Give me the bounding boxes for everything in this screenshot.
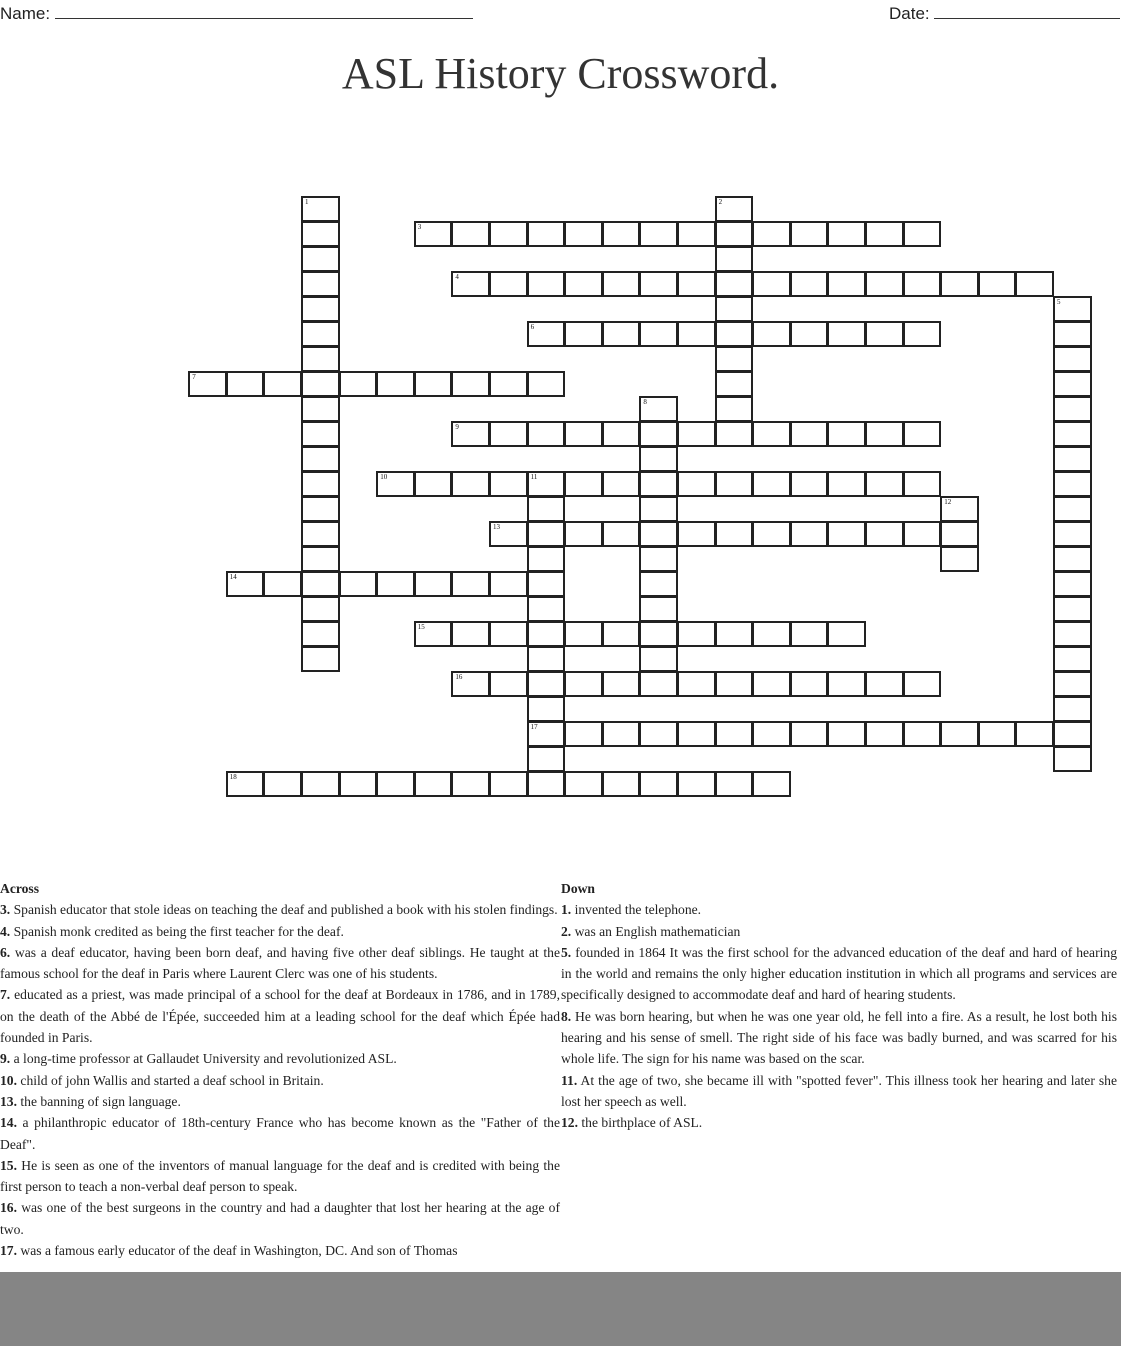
crossword-cell[interactable] — [865, 321, 904, 347]
crossword-cell[interactable] — [715, 271, 754, 297]
crossword-cell[interactable] — [903, 671, 942, 697]
crossword-cell[interactable] — [865, 471, 904, 497]
crossword-cell[interactable] — [564, 671, 603, 697]
crossword-cell[interactable] — [602, 521, 641, 547]
crossword-cell[interactable] — [564, 721, 603, 747]
name-label: Name: — [0, 4, 51, 23]
clue-text: Spanish educator that stole ideas on teaching the deaf and published a book with his stolen findings. — [13, 902, 558, 918]
down-clue-list — [561, 899, 1117, 1133]
crossword-cell[interactable] — [489, 221, 528, 247]
crossword-cell[interactable] — [301, 396, 340, 422]
clue-number: 6. — [0, 944, 11, 960]
crossword-cell[interactable] — [752, 621, 791, 647]
crossword-cell[interactable] — [414, 771, 453, 797]
crossword-cell[interactable] — [414, 571, 453, 597]
down-clue — [561, 1070, 1117, 1113]
clue-number: 1. — [561, 902, 572, 918]
crossword-cell[interactable] — [940, 271, 979, 297]
down-clue — [561, 942, 1117, 1006]
crossword-cell[interactable] — [602, 671, 641, 697]
crossword-cell[interactable] — [489, 571, 528, 597]
crossword-cell[interactable] — [414, 471, 453, 497]
crossword-cell[interactable] — [414, 221, 453, 247]
down-clues — [561, 878, 1117, 1134]
crossword-cell[interactable] — [790, 321, 829, 347]
clue-text: invented the telephone. — [574, 902, 702, 918]
crossword-cell[interactable] — [903, 521, 942, 547]
crossword-cell[interactable] — [527, 671, 566, 697]
crossword-cell[interactable] — [790, 221, 829, 247]
crossword-cell[interactable] — [564, 621, 603, 647]
crossword-cell[interactable] — [827, 671, 866, 697]
crossword-cell[interactable] — [527, 721, 566, 747]
date-blank-line[interactable] — [934, 2, 1120, 19]
clue-number: 8 — [643, 398, 647, 406]
crossword-cell[interactable] — [451, 571, 490, 597]
clue-number: 17 — [530, 723, 538, 731]
across-clues — [0, 878, 560, 1261]
crossword-cell[interactable] — [602, 321, 641, 347]
crossword-cell[interactable] — [639, 596, 678, 622]
crossword-cell[interactable] — [527, 371, 566, 397]
clue-text: a philanthropic educator of 18th-century France who has become known as the "Father of the Deaf". — [0, 1115, 560, 1152]
crossword-cell[interactable] — [1053, 546, 1092, 572]
crossword-cell[interactable] — [752, 471, 791, 497]
clue-number: 3. — [0, 902, 11, 918]
crossword-cell[interactable] — [376, 371, 415, 397]
crossword-cell[interactable] — [639, 571, 678, 597]
clue-number: 14. — [0, 1115, 17, 1131]
clue-number: 16. — [0, 1200, 17, 1216]
clue-number: 16 — [455, 673, 463, 681]
crossword-cell[interactable] — [376, 771, 415, 797]
crossword-cell[interactable] — [1053, 496, 1092, 522]
crossword-cell[interactable] — [1053, 621, 1092, 647]
crossword-cell[interactable] — [263, 371, 302, 397]
crossword-cell[interactable] — [301, 646, 340, 672]
crossword-cell[interactable] — [1053, 471, 1092, 497]
crossword-cell[interactable] — [564, 771, 603, 797]
clue-number: 9. — [0, 1051, 11, 1067]
crossword-cell[interactable] — [527, 571, 566, 597]
crossword-cell[interactable] — [602, 271, 641, 297]
crossword-cell[interactable] — [715, 321, 754, 347]
crossword-cell[interactable] — [339, 571, 378, 597]
crossword-cell[interactable] — [527, 421, 566, 447]
crossword-cell[interactable] — [564, 221, 603, 247]
crossword-cell[interactable] — [602, 721, 641, 747]
crossword-cell[interactable] — [451, 371, 490, 397]
clue-text: founded in 1864 It was the first school for the advanced education of the deaf and hard of hearing in the world and remains the only higher education institution in which all programs and services are specifically designed to accommodate deaf and hard of hearing students. — [561, 944, 1117, 1003]
crossword-cell[interactable] — [1053, 396, 1092, 422]
date-field — [889, 2, 1120, 24]
crossword-cell[interactable] — [1053, 596, 1092, 622]
crossword-cell[interactable] — [451, 621, 490, 647]
crossword-cell[interactable] — [527, 321, 566, 347]
crossword-cell[interactable] — [451, 471, 490, 497]
crossword-cell[interactable] — [790, 421, 829, 447]
crossword-cell[interactable] — [527, 496, 566, 522]
crossword-cell[interactable] — [451, 271, 490, 297]
crossword-cell[interactable] — [827, 321, 866, 347]
crossword-cell[interactable] — [639, 496, 678, 522]
crossword-cell[interactable] — [527, 271, 566, 297]
clue-text: At the age of two, she became ill with "spotted fever". This illness took her hearing and later she lost her speech as well. — [561, 1072, 1118, 1109]
crossword-cell[interactable] — [301, 296, 340, 322]
crossword-cell[interactable] — [715, 721, 754, 747]
crossword-cell[interactable] — [903, 471, 942, 497]
crossword-cell[interactable] — [489, 371, 528, 397]
clue-number: 11 — [530, 473, 538, 481]
crossword-cell[interactable] — [564, 321, 603, 347]
crossword-cell[interactable] — [527, 771, 566, 797]
crossword-cell[interactable] — [1053, 421, 1092, 447]
crossword-cell[interactable] — [301, 221, 340, 247]
clue-number: 5. — [561, 944, 572, 960]
down-clue — [561, 1006, 1117, 1070]
crossword-cell[interactable] — [790, 521, 829, 547]
across-clue — [0, 942, 560, 985]
crossword-cell[interactable] — [527, 521, 566, 547]
clue-number: 4. — [0, 923, 11, 939]
crossword-cell[interactable] — [752, 421, 791, 447]
crossword-cell[interactable] — [715, 621, 754, 647]
crossword-cell[interactable] — [715, 521, 754, 547]
across-clue — [0, 899, 560, 920]
crossword-cell[interactable] — [414, 621, 453, 647]
crossword-cell[interactable] — [677, 221, 716, 247]
across-clue — [0, 984, 560, 1048]
clue-text: the banning of sign language. — [20, 1093, 181, 1109]
crossword-cell[interactable] — [301, 196, 340, 222]
crossword-cell[interactable] — [489, 621, 528, 647]
crossword-cell[interactable] — [1053, 371, 1092, 397]
crossword-cell[interactable] — [451, 421, 490, 447]
crossword-cell[interactable] — [1053, 521, 1092, 547]
crossword-cell[interactable] — [715, 671, 754, 697]
clue-number: 17. — [0, 1243, 17, 1259]
crossword-cell[interactable] — [1053, 346, 1092, 372]
crossword-cell[interactable] — [752, 721, 791, 747]
crossword-cell[interactable] — [715, 246, 754, 272]
crossword-cell[interactable] — [301, 246, 340, 272]
clue-number: 13. — [0, 1093, 17, 1109]
date-label: Date: — [889, 4, 930, 23]
crossword-cell[interactable] — [639, 446, 678, 472]
crossword-cell[interactable] — [602, 421, 641, 447]
clue-text: Spanish monk credited as being the first teacher for the deaf. — [13, 923, 344, 939]
crossword-cell[interactable] — [1053, 721, 1092, 747]
crossword-cell[interactable] — [752, 221, 791, 247]
crossword-cell[interactable] — [564, 471, 603, 497]
crossword-cell[interactable] — [489, 421, 528, 447]
crossword-cell[interactable] — [1015, 721, 1054, 747]
crossword-cell[interactable] — [489, 771, 528, 797]
crossword-cell[interactable] — [564, 521, 603, 547]
clue-text: He was born hearing, but when he was one year old, he fell into a fire. As a result, he lost both his hearing and his sense of smell. The right side of his face was badly burned, and was scarred for his whole life. The sign for his name was based on the scar. — [561, 1008, 1117, 1067]
crossword-cell[interactable] — [376, 571, 415, 597]
clue-number: 2. — [561, 923, 572, 939]
clue-number: 15. — [0, 1157, 17, 1173]
clue-number: 7. — [0, 987, 11, 1003]
crossword-cell[interactable] — [301, 321, 340, 347]
crossword-cell[interactable] — [715, 396, 754, 422]
crossword-cell[interactable] — [752, 671, 791, 697]
clue-text: was an English mathematician — [574, 923, 741, 939]
crossword-cell[interactable] — [677, 271, 716, 297]
crossword-cell[interactable] — [715, 421, 754, 447]
crossword-cell[interactable] — [790, 721, 829, 747]
crossword-cell[interactable] — [489, 471, 528, 497]
name-blank-line[interactable] — [55, 2, 473, 19]
crossword-cell[interactable] — [564, 271, 603, 297]
crossword-cell[interactable] — [865, 221, 904, 247]
page-title: ASL History Crossword. — [341, 49, 780, 98]
crossword-cell[interactable] — [451, 771, 490, 797]
clue-text: was a deaf educator, having been born deaf, and having five other deaf siblings. He taught at the famous school for the deaf in Paris where Laurent Clerc was one of his students. — [0, 944, 560, 982]
down-clue — [561, 899, 1117, 920]
crossword-cell[interactable] — [639, 621, 678, 647]
clue-number: 3 — [417, 223, 422, 231]
crossword-cell[interactable] — [827, 421, 866, 447]
crossword-cell[interactable] — [489, 521, 528, 547]
across-clue-list — [0, 899, 560, 1261]
across-clue — [0, 921, 560, 942]
crossword-cell[interactable] — [301, 471, 340, 497]
clue-number: 15 — [417, 623, 425, 631]
crossword-cell[interactable] — [301, 571, 340, 597]
down-clue — [561, 1112, 1117, 1133]
crossword-cell[interactable] — [188, 371, 227, 397]
clue-text: He is seen as one of the inventors of manual language for the deaf and is credited with being the first person to teach a non-verbal deaf person to speak. — [0, 1157, 561, 1195]
crossword-cell[interactable] — [451, 671, 490, 697]
crossword-cell[interactable] — [903, 321, 942, 347]
crossword-cell[interactable] — [752, 521, 791, 547]
clue-number: 1 — [305, 198, 309, 206]
crossword-cell[interactable] — [301, 546, 340, 572]
clue-number: 10 — [380, 473, 388, 481]
crossword-cell[interactable] — [527, 471, 566, 497]
crossword-cell[interactable] — [527, 596, 566, 622]
across-clue — [0, 1155, 560, 1198]
crossword-cell[interactable] — [715, 196, 754, 222]
crossword-cell[interactable] — [1053, 446, 1092, 472]
crossword-cell[interactable] — [903, 721, 942, 747]
across-clue — [0, 1112, 560, 1155]
crossword-cell[interactable] — [790, 471, 829, 497]
crossword-cell[interactable] — [639, 671, 678, 697]
clue-number: 10. — [0, 1072, 17, 1088]
crossword-cell[interactable] — [715, 471, 754, 497]
across-heading: Across — [0, 881, 40, 896]
crossword-cell[interactable] — [226, 571, 265, 597]
clue-number: 13 — [493, 523, 500, 531]
crossword-cell[interactable] — [564, 421, 603, 447]
crossword-cell[interactable] — [489, 271, 528, 297]
crossword-cell[interactable] — [263, 771, 302, 797]
down-clue — [561, 921, 1117, 942]
clue-text: was one of the best surgeons in the country and had a daughter that lost her hearing at the age of two. — [0, 1200, 560, 1237]
crossword-cell[interactable] — [339, 371, 378, 397]
clue-number: 14 — [229, 573, 237, 581]
crossword-cell[interactable] — [639, 321, 678, 347]
crossword-cell[interactable] — [677, 471, 716, 497]
crossword-cell[interactable] — [1053, 296, 1092, 322]
crossword-cell[interactable] — [639, 221, 678, 247]
crossword-cell[interactable] — [677, 621, 716, 647]
crossword-cell[interactable] — [715, 346, 754, 372]
crossword-cell[interactable] — [752, 771, 791, 797]
across-clue — [0, 1240, 560, 1261]
clue-number: 7 — [192, 373, 196, 381]
crossword-cell[interactable] — [865, 521, 904, 547]
name-field — [0, 2, 473, 24]
crossword-cell[interactable] — [978, 721, 1017, 747]
crossword-cell[interactable] — [527, 696, 566, 722]
crossword-cell[interactable] — [865, 421, 904, 447]
crossword-cell[interactable] — [527, 746, 566, 772]
crossword-cell[interactable] — [790, 671, 829, 697]
crossword-cell[interactable] — [301, 446, 340, 472]
crossword-cell[interactable] — [414, 371, 453, 397]
crossword-cell[interactable] — [827, 521, 866, 547]
down-heading: Down — [561, 881, 595, 896]
crossword-cell[interactable] — [865, 671, 904, 697]
crossword-cell[interactable] — [639, 271, 678, 297]
page-footer-bar — [0, 1272, 1121, 1346]
crossword-cell[interactable] — [639, 771, 678, 797]
crossword-cell[interactable] — [301, 771, 340, 797]
clue-text: was a famous early educator of the deaf in Washington, DC. And son of Thomas — [20, 1243, 458, 1259]
clue-number: 12. — [561, 1115, 578, 1131]
crossword-cell[interactable] — [940, 521, 979, 547]
crossword-cell[interactable] — [677, 321, 716, 347]
clue-number: 11. — [561, 1072, 578, 1088]
crossword-cell[interactable] — [715, 221, 754, 247]
crossword-cell[interactable] — [827, 221, 866, 247]
clue-text: child of john Wallis and started a deaf school in Britain. — [20, 1072, 324, 1088]
clue-number: 12 — [944, 498, 952, 506]
crossword-cell[interactable] — [827, 471, 866, 497]
crossword-cell[interactable] — [827, 621, 866, 647]
crossword-cell[interactable] — [639, 721, 678, 747]
crossword-cell[interactable] — [301, 421, 340, 447]
crossword-cell[interactable] — [677, 421, 716, 447]
crossword-cell[interactable] — [301, 346, 340, 372]
crossword-cell[interactable] — [639, 546, 678, 572]
crossword-cell[interactable] — [639, 471, 678, 497]
crossword-cell[interactable] — [226, 371, 265, 397]
crossword-cell[interactable] — [790, 271, 829, 297]
crossword-cell[interactable] — [715, 771, 754, 797]
crossword-cell[interactable] — [940, 546, 979, 572]
crossword-cell[interactable] — [903, 271, 942, 297]
crossword-cell[interactable] — [489, 671, 528, 697]
crossword-cell[interactable] — [527, 221, 566, 247]
crossword-cell[interactable] — [301, 621, 340, 647]
crossword-cell[interactable] — [1015, 271, 1054, 297]
crossword-cell[interactable] — [940, 496, 979, 522]
clue-number: 18 — [229, 773, 237, 781]
crossword-cell[interactable] — [1053, 696, 1092, 722]
crossword-cell[interactable] — [301, 521, 340, 547]
crossword-cell[interactable] — [1053, 646, 1092, 672]
crossword-cell[interactable] — [677, 721, 716, 747]
crossword-cell[interactable] — [451, 221, 490, 247]
clue-number: 5 — [1057, 298, 1061, 306]
crossword-cell[interactable] — [301, 271, 340, 297]
clue-text: educated as a priest, was made principal of a school for the deaf at Bordeaux in 1786, and in 1789, on the death of the Abbé de l'Épée, succeeded him at a leading school for the deaf which Épée had founded in Paris. — [0, 987, 560, 1046]
crossword-cell[interactable] — [602, 471, 641, 497]
crossword-cell[interactable] — [903, 421, 942, 447]
crossword-cell[interactable] — [903, 221, 942, 247]
crossword-cell[interactable] — [226, 771, 265, 797]
crossword-cell[interactable] — [263, 571, 302, 597]
crossword-cell[interactable] — [1053, 571, 1092, 597]
clue-text: a long-time professor at Gallaudet University and revolutionized ASL. — [13, 1051, 397, 1067]
crossword-cell[interactable] — [301, 496, 340, 522]
crossword-cell[interactable] — [1053, 746, 1092, 772]
clue-number: 2 — [718, 198, 723, 206]
crossword-cell[interactable] — [639, 646, 678, 672]
crossword-cell[interactable] — [602, 771, 641, 797]
crossword-cell[interactable] — [527, 546, 566, 572]
crossword-cell[interactable] — [978, 271, 1017, 297]
crossword-cell[interactable] — [602, 221, 641, 247]
crossword-cell[interactable] — [715, 371, 754, 397]
clue-number: 4 — [455, 273, 459, 281]
crossword-cell[interactable] — [639, 396, 678, 422]
crossword-cell[interactable] — [376, 471, 415, 497]
crossword-cell[interactable] — [865, 721, 904, 747]
crossword-cell[interactable] — [602, 621, 641, 647]
crossword-cell[interactable] — [527, 646, 566, 672]
clue-text: the birthplace of ASL. — [581, 1115, 703, 1131]
across-clue — [0, 1070, 560, 1091]
crossword-cell[interactable] — [940, 721, 979, 747]
crossword-cell[interactable] — [790, 621, 829, 647]
crossword-cell[interactable] — [827, 271, 866, 297]
crossword-cell[interactable] — [339, 771, 378, 797]
crossword-cell[interactable] — [1053, 321, 1092, 347]
clue-number: 8. — [561, 1008, 572, 1024]
crossword-cell[interactable] — [639, 521, 678, 547]
crossword-cell[interactable] — [752, 271, 791, 297]
clue-number: 6 — [530, 323, 535, 331]
across-clue — [0, 1048, 560, 1069]
crossword-cell[interactable] — [301, 371, 340, 397]
crossword-cell[interactable] — [527, 621, 566, 647]
crossword-cell[interactable] — [677, 521, 716, 547]
crossword-cell[interactable] — [752, 321, 791, 347]
crossword-cell[interactable] — [715, 296, 754, 322]
crossword-cell[interactable] — [677, 771, 716, 797]
clue-number: 9 — [455, 423, 459, 431]
crossword-cell[interactable] — [677, 671, 716, 697]
across-clue — [0, 1091, 560, 1112]
crossword-cell[interactable] — [865, 271, 904, 297]
crossword-cell[interactable] — [1053, 671, 1092, 697]
crossword-cell[interactable] — [639, 421, 678, 447]
across-clue — [0, 1197, 560, 1240]
crossword-cell[interactable] — [301, 596, 340, 622]
crossword-cell[interactable] — [827, 721, 866, 747]
